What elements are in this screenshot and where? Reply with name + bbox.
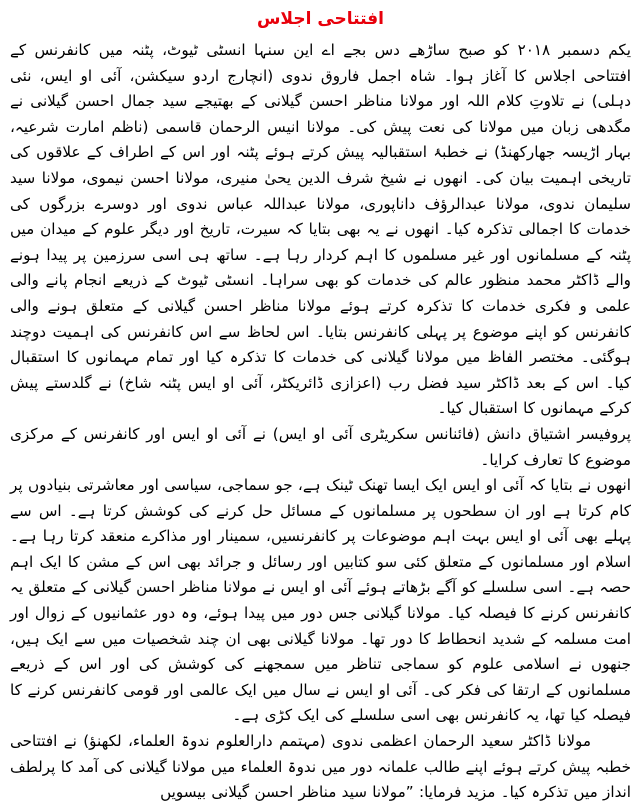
article-paragraph-3: انھوں نے بتایا کہ آئی او ایس ایک ایسا تھنک ٹینک ہے، جو سماجی، سیاسی اور معاشرتی بنیادوں پر کام کرتا ہے اور ان سطحوں پر مسلمانوں کے مسائل حل کرنے کی کوشش کرتا ہے۔ اس سے پہلے بھی آئی او ایس بہت اہم موضوعات پر کانفرنسیں، سمینار اور مذاکرے منعقد کرتا رہا ہے۔ اسلام اور مسلمانوں کے متعلق کئی سو کتابیں اور رسائل و جرائد بھی اس کے مشن کا ایک اہم حصہ ہے۔ اسی سلسلے کو آگے بڑھاتے ہوئے آئی او ایس نے مولانا مناظر احسن گیلانی کے متعلق یہ کانفرنس کرنے کا فیصلہ کیا۔ مولانا گیلانی جس دور میں پیدا ہوئے، وہ دور عثمانیوں کے زوال اور امت مسلمہ کے شدید انحطاط کا دور تھا۔ مولانا گیلانی بھی ان چند شخصیات میں سے ایک ہیں، جنھوں نے اسلامی علوم کو سماجی تناظر میں سمجھنے کی کوشش کی اور اس کے ذریعے مسلمانوں کے ارتقا کی فکر کی۔ آئی او ایس نے سال میں ایک عالمی اور قومی کانفرنس کرنے کا فیصلہ کیا تھا، یہ کانفرنس بھی اسی سلسلے کی ایک کڑی ہے۔ [10,476,631,725]
article-paragraph-1: یکم دسمبر ۲۰۱۸ کو صبح ساڑھے دس بجے اے این سنہا انسٹی ٹیوٹ، پٹنہ میں کانفرنس کے افتتاحی اجلاس کا آغاز ہوا۔ شاہ اجمل فاروق ندوی (انچارج اردو سیکشن، آئی او ایس، نئی دہلی) نے تلاوتِ کلام اللہ اور مولانا مناظر احسن گیلانی کے بھتیجے سید جمال احسن گیلانی نے مگدھی زبان میں مولانا کی نعت پیش کی۔ مولانا انیس الرحمان قاسمی (ناظم امارت شرعیہ، بہار اڑیسہ جھارکھنڈ) نے خطبۂ استقبالیہ پیش کرتے ہوئے پٹنہ اور اس کے اطراف کے علاقوں کی تاریخی اہمیت بیان کی۔ انھوں نے شیخ شرف الدین یحیٰ منیری، مولانا احسن نیموی، مولانا سید سلیمان ندوی، مولانا عبدالرؤف داناپوری، مولانا عبداللہ عباس ندوی اور دوسرے بزرگوں کی خدمات کا اجمالی تذکرہ کیا۔ انھوں نے یہ بھی بتایا کہ سیرت، تاریخ اور دیگر علوم کے میدان میں پٹنہ کے مسلمانوں اور غیر مسلموں کا اہم کردار رہا ہے۔ ساتھ ہی اسی سرزمین پر پیدا ہونے والے ڈاکٹر محمد منظور عالم کی خدمات کو بھی سراہا۔ انسٹی ٹیوٹ کے ذریعے انجام پانے والی علمی و فکری خدمات کا تذکرہ کرتے ہوئے مولانا مناظر احسن گیلانی کے متعلق ہونے والی کانفرنس کو اپنے موضوع پر پہلی کانفرنس بتایا۔ اس لحاظ سے اس کانفرنس کی اہمیت دوچند ہوگئی۔ مختصر الفاظ میں مولانا گیلانی کی خدمات کا تذکرہ کیا اور تمام مہمانوں کا استقبال کیا۔ اس کے بعد ڈاکٹر سید فضل رب (اعزازی ڈائریکٹر، آئی او ایس پٹنہ شاخ) نے گلدستے پیش کرکے مہمانوں کا استقبال کیا۔ [10,41,632,418]
article-paragraph-4: مولانا ڈاکٹر سعید الرحمان اعظمی ندوی (مہتمم دارالعلوم ندوۃ العلماء، لکھنؤ) نے افتتاحی خطبہ پیش کرتے ہوئے اپنے طالب علمانہ دور میں ندوۃ العلماء میں مولانا گیلانی کی آمد کا پرلطف انداز میں تذکرہ کیا۔ مزید فرمایا: ”مولانا سید مناظر احسن گیلانی بیسویں [10,732,631,802]
article-paragraph-2: پروفیسر اشتیاق دانش (فائنانس سکریٹری آئی او ایس) نے آئی او ایس اور کانفرنس کے مرکزی موضوع کا تعارف کرایا۔ [10,424,631,469]
article-title: افتتاحی اجلاس [256,9,385,29]
